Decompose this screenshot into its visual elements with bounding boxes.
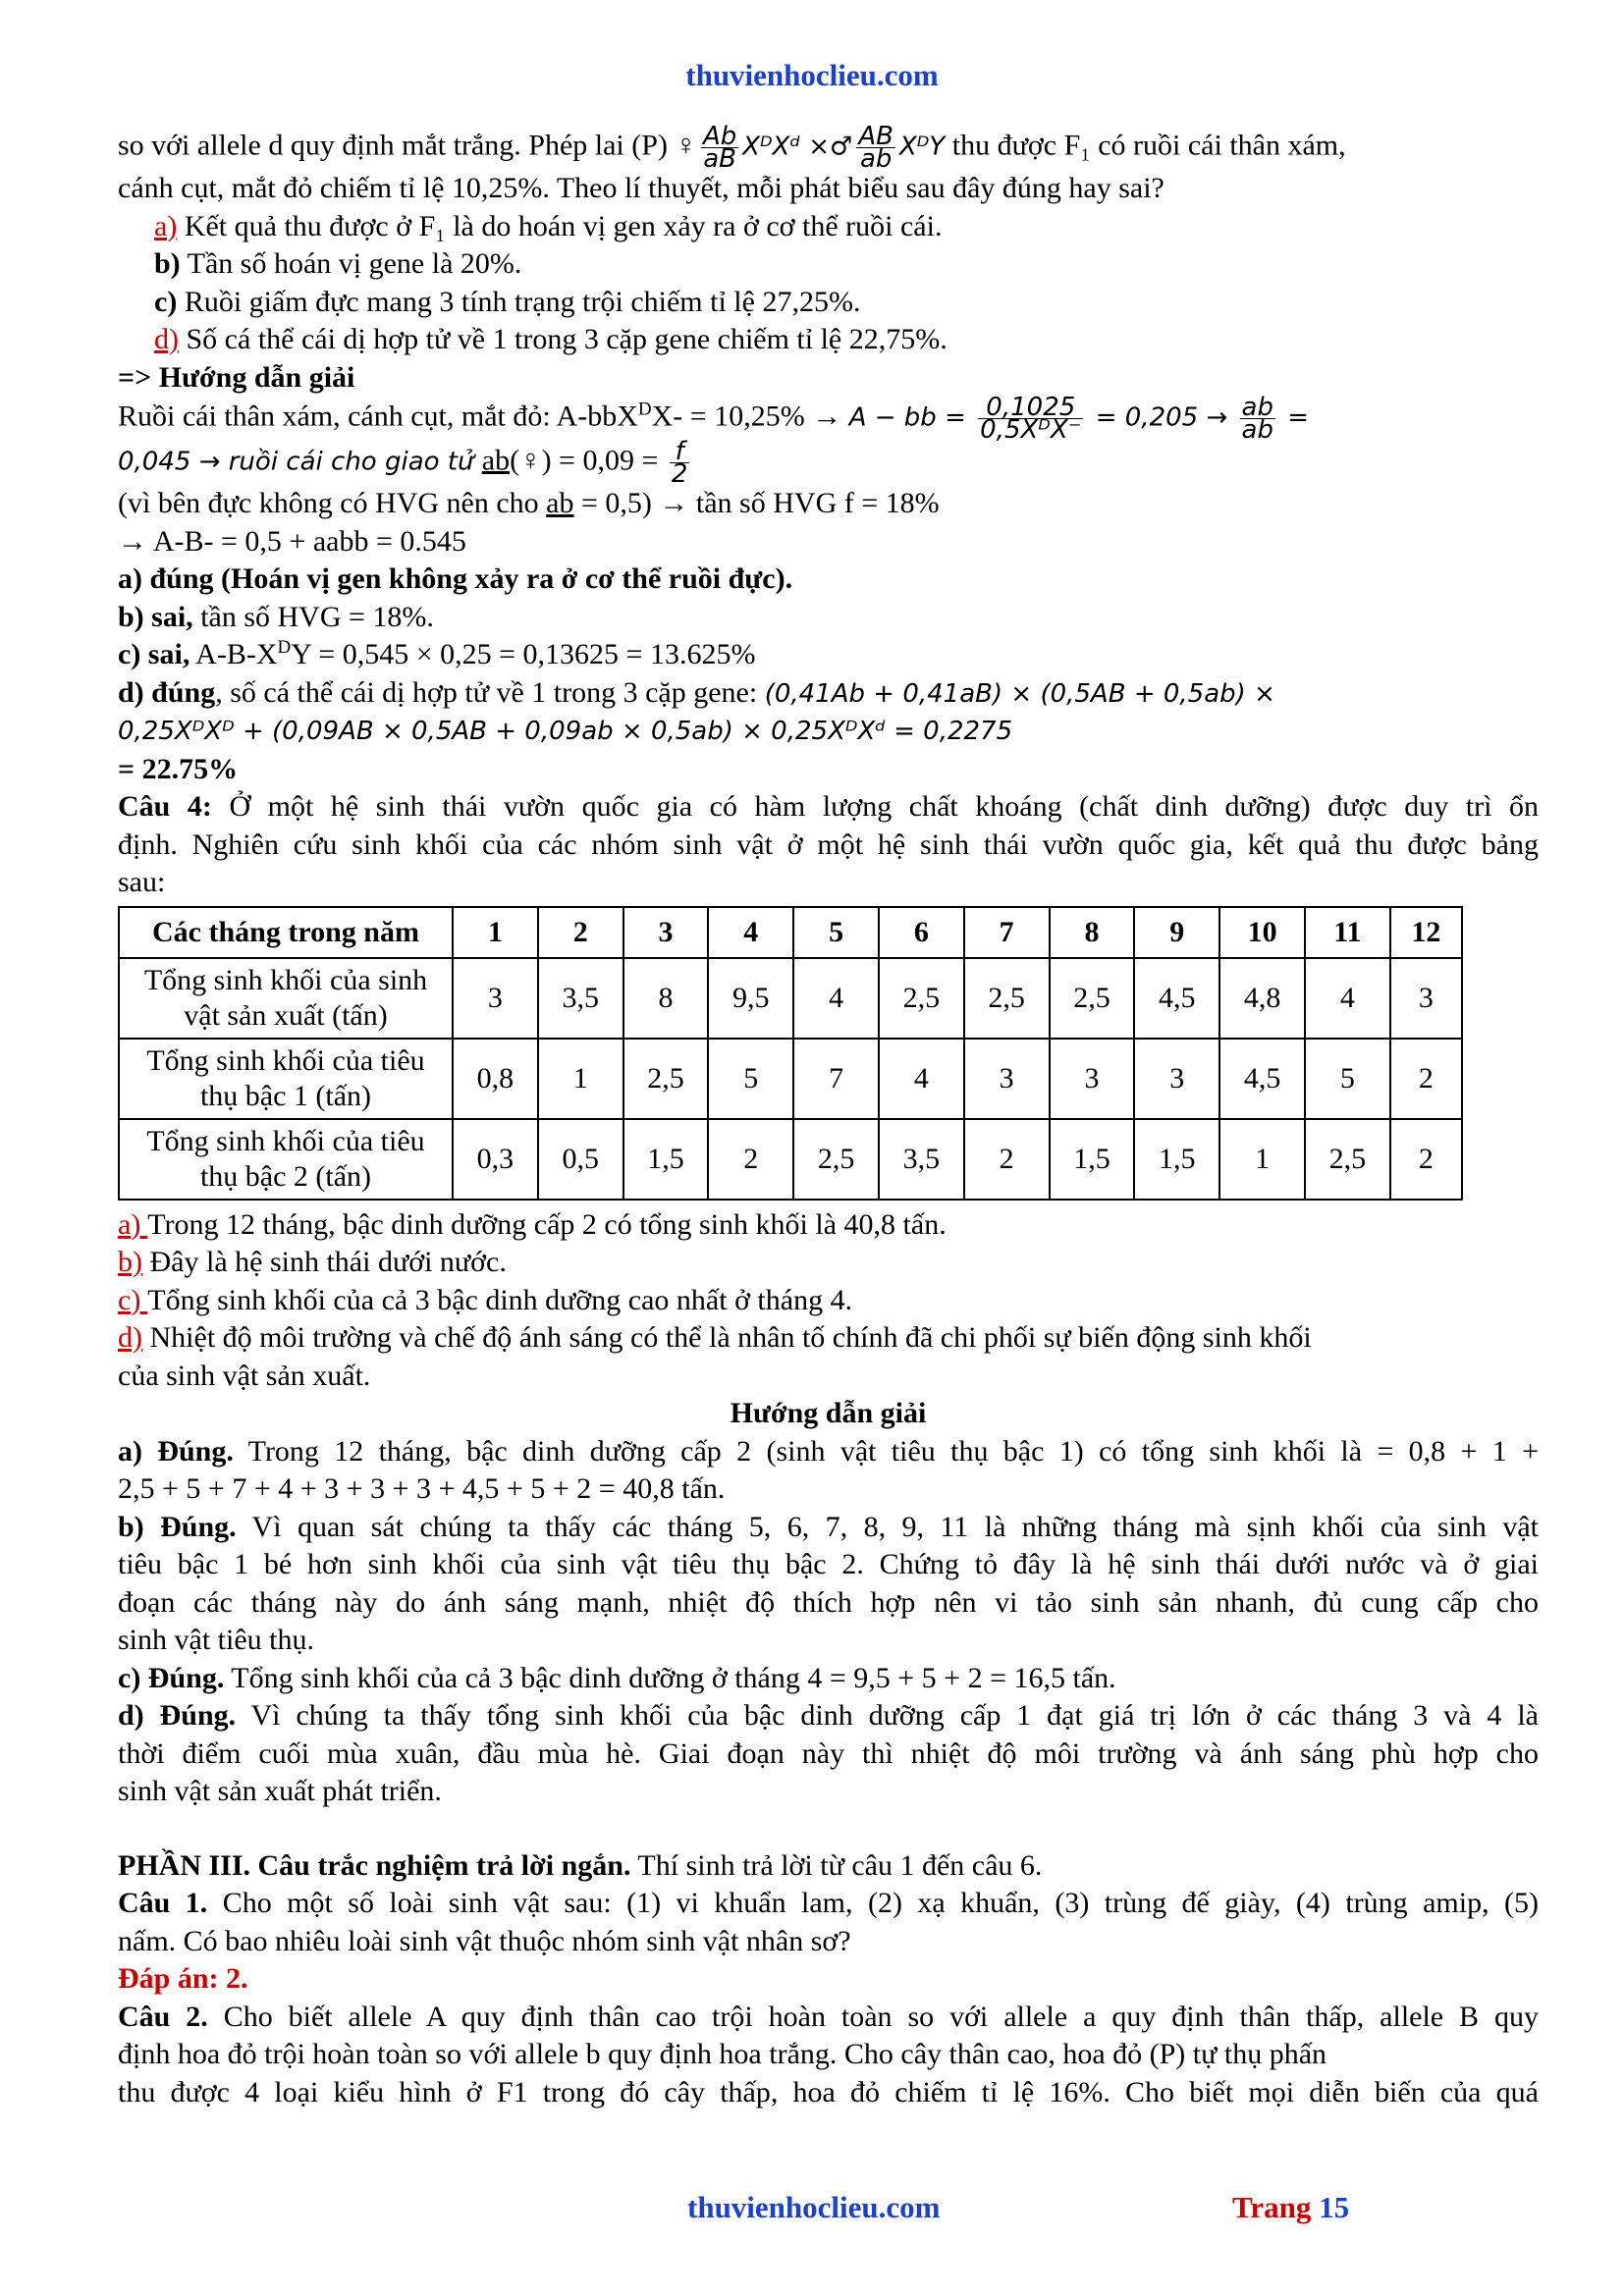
q4-solution-d-line-3: sinh vật sản xuất phát triển. xyxy=(118,1775,442,1807)
q3-solution-line-3: (vì bên đực không có HVG nên cho ab = 0,5) → tần số HVG f = 18% xyxy=(118,487,940,519)
table-cell: 4 xyxy=(793,958,879,1039)
table-cell: 5 xyxy=(1305,1039,1390,1119)
q3-answer-d: d) đúng, số cá thể cái dị hợp tử về 1 trong 3 cặp gene: (0,41Ab + 0,41aB) × (0,5AB + 0,5ab) × xyxy=(118,675,1275,709)
male-genotype-fraction: $\frac{AB}{ab}$ xyxy=(858,122,893,174)
table-cell: 2,5 xyxy=(879,958,964,1039)
table-cell: 7 xyxy=(793,1039,879,1119)
table-cell: 1 xyxy=(1219,1119,1305,1200)
q4-solution-d-line-2: thời điểm cuối mùa xuân, đầu mùa hè. Giai đoạn này thì nhiệt độ môi trường và ánh sáng phù hợp cho xyxy=(118,1736,1539,1770)
table-cell: 2,5 xyxy=(964,958,1050,1039)
part3-q1-answer: Đáp án: 2. xyxy=(118,1962,248,1995)
female-genotype-fraction: $\frac{Ab}{aB}$ xyxy=(702,122,737,174)
month-header: 7 xyxy=(964,907,1050,958)
q4-item-d-continued: của sinh vật sản xuất. xyxy=(118,1359,371,1392)
month-header: 6 xyxy=(879,907,964,958)
q4-solution-a-line-1: a) Đúng. Trong 12 tháng, bậc dinh dưỡng cấp 2 (sinh vật tiêu thụ bậc 1) có tổng sinh khối là = 0,8 + 1 + xyxy=(118,1434,1539,1468)
table-header-label: Các tháng trong năm xyxy=(119,907,453,958)
part3-q2-line-2: định hoa đỏ trội hoàn toàn so với allele b quy định hoa trắng. Cho cây thân cao, hoa đỏ (P) tự thụ phấn xyxy=(118,2038,1327,2070)
table-cell: 1,5 xyxy=(1050,1119,1135,1200)
table-cell: 3 xyxy=(1134,1039,1219,1119)
table-cell: 2 xyxy=(1390,1039,1462,1119)
part3-title: PHẦN III. Câu trắc nghiệm trả lời ngắn. Thí sinh trả lời từ câu 1 đến câu 6. xyxy=(118,1848,1043,1882)
q3-item-a: a) Kết quả thu được ở F₁ là do hoán vị gen xảy ra ở cơ thể ruồi cái. xyxy=(154,209,943,242)
month-header: 9 xyxy=(1134,907,1219,958)
table-cell: 3,5 xyxy=(879,1119,964,1200)
q3-intro-line-1: so với allele d quy định mắt trắng. Phép lai (P) ♀ $\frac{Ab}{aB}$ XᴰXᵈ ×♂ $\frac{AB}{ab}$ XᴰY thu được F₁ có ruồi cái thân xám, xyxy=(118,122,1346,174)
q3-guide-title: => Hướng dẫn giải xyxy=(118,360,355,394)
q4-solution-d-line-1: d) Đúng. Vì chúng ta thấy tổng sinh khối của bậc dinh dưỡng cấp 1 đạt giá trị lớn ở các tháng 3 và 4 là xyxy=(118,1699,1539,1732)
footer-site-link[interactable]: thuvienhoclieu.com xyxy=(687,2190,941,2224)
q4-solution-b-line-1: b) Đúng. Vì quan sát chúng ta thấy các tháng 5, 6, 7, 8, 9, 11 là những tháng mà sịnh khối của sinh vật xyxy=(118,1510,1539,1543)
table-cell: 2,5 xyxy=(793,1119,879,1200)
part3-q1-line-1: Câu 1. Cho một số loài sinh vật sau: (1) vi khuẩn lam, (2) xạ khuẩn, (3) trùng đế giày, (4) trùng amip, (5) xyxy=(118,1887,1539,1919)
table-cell: 1,5 xyxy=(1134,1119,1219,1200)
table-cell: 0,3 xyxy=(453,1119,538,1200)
table-cell: 3 xyxy=(453,958,538,1039)
table-cell: 4,5 xyxy=(1134,958,1219,1039)
month-header: 10 xyxy=(1219,907,1305,958)
q4-text-line-3: sau: xyxy=(118,866,166,898)
month-header: 2 xyxy=(538,907,623,958)
q4-text-line-1: Câu 4: Ở một hệ sinh thái vườn quốc gia có hàm lượng chất khoáng (chất dinh dưỡng) được duy trì ổn xyxy=(118,790,1539,823)
frequency-fraction: $\frac{f}{2}$ xyxy=(671,437,688,489)
table-cell: 2,5 xyxy=(623,1039,709,1119)
q3-answer-d-formula: 0,25XᴰXᴰ + (0,09AB × 0,5AB + 0,09ab × 0,5ab) × 0,25XᴰXᵈ = 0,2275 xyxy=(118,717,1013,746)
table-cell: 2 xyxy=(964,1119,1050,1200)
q4-solution-c: c) Đúng. Tổng sinh khối của cả 3 bậc dinh dưỡng ở tháng 4 = 9,5 + 5 + 2 = 16,5 tấn. xyxy=(118,1661,1116,1694)
table-cell: 2 xyxy=(1390,1119,1462,1200)
month-header: 8 xyxy=(1050,907,1135,958)
table-cell: 4 xyxy=(1305,958,1390,1039)
q3-intro-line-2: cánh cụt, mắt đỏ chiếm tỉ lệ 10,25%. Theo lí thuyết, mỗi phát biểu sau đây đúng hay sai? xyxy=(118,172,1164,204)
q3-solution-line-1: Ruồi cái thân xám, cánh cụt, mắt đỏ: A-bbX$^D$X- = 10,25% → A − bb = $\frac{0,1025}{\text{0,5XᴰX⁻}}$ = 0,205 → $\frac{ab}{ab}$ = xyxy=(118,393,1310,445)
month-header: 11 xyxy=(1305,907,1390,958)
table-cell: 3 xyxy=(1050,1039,1135,1119)
part3-q2-line-3: thu được 4 loại kiểu hình ở F1 trong đó cây thấp, hoa đỏ chiếm tỉ lệ 16%. Cho biết mọi diễn biến của quá xyxy=(118,2075,1539,2109)
q3-item-c: c) Ruồi giấm đực mang 3 tính trạng trội chiếm tỉ lệ 27,25%. xyxy=(154,285,861,318)
q3-answer-a: a) đúng (Hoán vị gen không xảy ra ở cơ thể ruồi đực). xyxy=(118,562,793,595)
site-header[interactable]: thuvienhoclieu.com xyxy=(685,58,939,92)
table-cell: 4,8 xyxy=(1219,958,1305,1039)
q4-solution-a-line-2: 2,5 + 5 + 7 + 4 + 3 + 3 + 3 + 4,5 + 5 + 2 = 40,8 tấn. xyxy=(118,1472,726,1505)
row-label: Tổng sinh khối của sinh vật sản xuất (tấn) xyxy=(119,958,453,1039)
q3-answer-c: c) sai, $A-B-X^DY = 0,545 \times 0,25 = 0,13625 = 13.625\%$ xyxy=(118,637,756,670)
table-cell: 3 xyxy=(964,1039,1050,1119)
q4-item-a: a) Trong 12 tháng, bậc dinh dưỡng cấp 2 có tổng sinh khối là 40,8 tấn. xyxy=(118,1207,947,1241)
month-header: 3 xyxy=(623,907,709,958)
page-number: Trang 15 xyxy=(1232,2190,1350,2224)
q4-item-d: d) Nhiệt độ môi trường và chế độ ánh sáng có thể là nhân tố chính đã chi phối sự biến động sinh khối xyxy=(118,1321,1312,1354)
q4-item-c: c) Tổng sinh khối của cả 3 bậc dinh dưỡng cao nhất ở tháng 4. xyxy=(118,1283,853,1316)
q4-text-line-2: định. Nghiên cứu sinh khối của các nhóm sinh vật ở một hệ sinh thái vườn quốc gia, kết quả thu được bảng xyxy=(118,828,1539,861)
ratio-fraction-2: $\frac{ab}{ab}$ xyxy=(1241,393,1273,445)
row-label: Tổng sinh khối của tiêu thụ bậc 1 (tấn) xyxy=(119,1039,453,1119)
month-header: 12 xyxy=(1390,907,1462,958)
part3-q2-line-1: Câu 2. Cho biết allele A quy định thân cao trội hoàn toàn so với allele a quy định thân thấp, allele B quy xyxy=(118,2000,1539,2033)
table-row-consumers-1 xyxy=(119,1039,1462,1119)
table-cell: 2,5 xyxy=(1050,958,1135,1039)
q3-solution-line-2: 0,045 → ruồi cái cho giao tử ab(♀) = 0,09 = $\frac{f}{2}$ xyxy=(118,437,688,489)
table-cell: 9,5 xyxy=(708,958,793,1039)
table-cell: 2 xyxy=(708,1119,793,1200)
table-cell: 1 xyxy=(538,1039,623,1119)
table-cell: 3,5 xyxy=(538,958,623,1039)
biomass-table xyxy=(118,906,1463,1201)
table-row-consumers-2 xyxy=(119,1119,1462,1200)
q3-item-b: b) Tần số hoán vị gene là 20%. xyxy=(154,247,522,280)
page-content xyxy=(118,122,1539,2111)
ratio-fraction-1: $\frac{0,1025}{\text{0,5XᴰX⁻}}$ xyxy=(980,393,1082,445)
q4-solution-b-line-4: sinh vật tiêu thụ. xyxy=(118,1624,314,1656)
month-header: 5 xyxy=(793,907,879,958)
table-cell: 0,5 xyxy=(538,1119,623,1200)
q3-answer-b: b) sai, tần số HVG = 18%. xyxy=(118,600,434,633)
table-row-producers xyxy=(119,958,1462,1039)
table-cell: 8 xyxy=(623,958,709,1039)
section-spacer xyxy=(118,1811,1539,1847)
q4-solution-b-line-2: tiêu bậc 1 bé hơn sinh khối của sinh vật tiêu thụ bậc 2. Chứng tỏ đây là hệ sinh thái dưới nước và ở giai xyxy=(118,1548,1539,1580)
table-cell: 5 xyxy=(708,1039,793,1119)
q4-solution-b-line-3: đoạn các tháng này do ánh sáng mạnh, nhiệt độ thích hợp nên vi tảo sinh sản nhanh, đủ cung cấp cho xyxy=(118,1585,1539,1619)
q4-guide-title: Hướng dẫn giải xyxy=(730,1397,927,1429)
q3-answer-d-result: = 22.75% xyxy=(118,752,239,785)
table-header-row xyxy=(119,907,1462,958)
table-cell: 2,5 xyxy=(1305,1119,1390,1200)
month-header: 4 xyxy=(708,907,793,958)
q3-solution-line-4: → A-B- = 0,5 + aabb = 0.545 xyxy=(118,524,466,558)
table-cell: 3 xyxy=(1390,958,1462,1039)
q3-item-d: d) Số cá thể cái dị hợp tử về 1 trong 3 cặp gene chiếm tỉ lệ 22,75%. xyxy=(154,323,947,355)
table-cell: 4,5 xyxy=(1219,1039,1305,1119)
part3-q1-line-2: nấm. Có bao nhiêu loài sinh vật thuộc nhóm sinh vật nhân sơ? xyxy=(118,1924,851,1957)
q4-item-b: b) Đây là hệ sinh thái dưới nước. xyxy=(118,1246,507,1278)
month-header: 1 xyxy=(453,907,538,958)
table-cell: 4 xyxy=(879,1039,964,1119)
table-cell: 1,5 xyxy=(623,1119,709,1200)
table-cell: 0,8 xyxy=(453,1039,538,1119)
row-label: Tổng sinh khối của tiêu thụ bậc 2 (tấn) xyxy=(119,1119,453,1200)
